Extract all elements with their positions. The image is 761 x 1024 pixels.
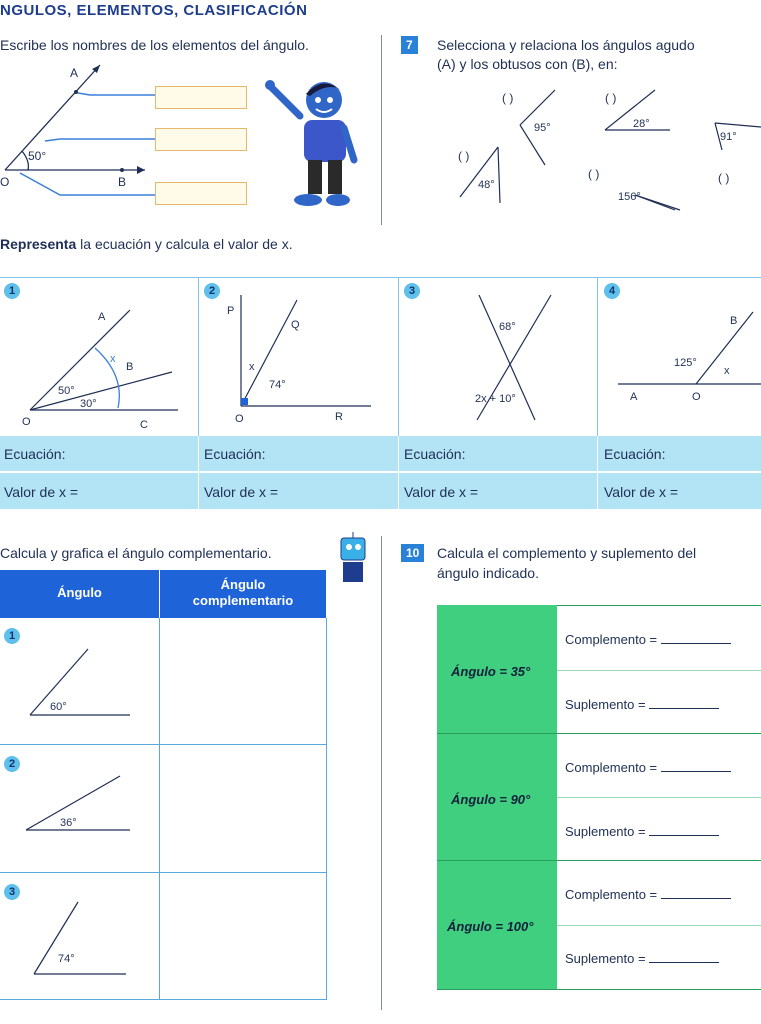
ex10-comp-2 (565, 760, 731, 775)
answer-box-1[interactable] (155, 86, 247, 109)
row-2-number: 2 (4, 756, 20, 772)
ex10-comp-1-blank[interactable] (661, 643, 731, 644)
ex10-row-sep-3 (437, 989, 761, 990)
label-a: A (70, 66, 79, 80)
ex10-sup-2-blank[interactable] (649, 835, 719, 836)
panel-4-number: 4 (604, 283, 620, 299)
table-vline-right (326, 618, 327, 1000)
ex10-inner-sep-3 (557, 925, 761, 926)
ex10-comp-2-label: Complemento = (565, 760, 658, 775)
ex10-instruction-line1: Calcula el complemento y suplemento del (437, 545, 697, 561)
row-3-angle: 74° (58, 953, 75, 965)
ex10-sup-3 (565, 951, 719, 966)
row-1-number: 1 (4, 628, 20, 644)
row-3-number: 3 (4, 884, 20, 900)
p1-label-o: O (22, 416, 31, 428)
elements-instruction: Escribe los nombres de los elementos del ángulo. (0, 37, 309, 53)
column-divider-bottom (381, 536, 382, 1010)
represent-instruction (0, 236, 293, 252)
panel-3-figure (399, 290, 597, 432)
ex7-instruction-line1: Selecciona y relaciona los ángulos agudo (437, 37, 695, 53)
ex10-comp-3 (565, 887, 731, 902)
val-label-3: Valor de x = (404, 484, 479, 500)
row-3-angle-figure (20, 898, 140, 980)
table-vline-mid (159, 618, 160, 1000)
ex7-paren-4: ( ) (588, 167, 600, 181)
table-hline-2 (0, 872, 327, 873)
panel-4-figure (598, 300, 761, 432)
table-header-complementary (160, 570, 326, 618)
panel-1-number: 1 (4, 283, 20, 299)
val-label-1: Valor de x = (4, 484, 79, 500)
represent-rest: la ecuación y calcula el valor de x. (76, 236, 293, 252)
ex7-paren-3: ( ) (458, 149, 470, 163)
answer-box-2[interactable] (155, 128, 247, 151)
ex10-angle-3: Ángulo = 100° (447, 919, 534, 934)
ex10-angle-1: Ángulo = 35° (451, 664, 531, 679)
ex10-sup-2 (565, 824, 719, 839)
p1-label-30: 30° (80, 398, 97, 410)
ex10-sup-2-label: Suplemento = (565, 824, 646, 839)
row-1-angle-figure (20, 645, 140, 725)
table-hline-1 (0, 744, 327, 745)
ex10-angle-2: Ángulo = 90° (451, 792, 531, 807)
ex10-comp-1 (565, 632, 731, 647)
ex7-angle-28: 28° (633, 118, 650, 130)
ex10-row-sep-1 (437, 733, 761, 734)
ex7-angle-48: 48° (478, 179, 495, 191)
ex7-angle-156: 156° (618, 191, 641, 203)
row-2-angle: 36° (60, 817, 77, 829)
eq-label-3: Ecuación: (404, 446, 466, 462)
ex7-paren-1: ( ) (502, 91, 514, 105)
p1-label-a: A (98, 311, 106, 323)
ex10-sup-1 (565, 697, 719, 712)
robot-mascot-icon (333, 532, 373, 590)
p3-label-68: 68° (499, 321, 516, 333)
p2-label-o: O (235, 413, 244, 425)
p2-label-74: 74° (269, 379, 286, 391)
table-hline-3 (0, 999, 327, 1000)
p1-label-b: B (126, 361, 134, 373)
ex10-comp-2-blank[interactable] (661, 771, 731, 772)
ex7-number-badge (401, 36, 418, 54)
ex10-comp-3-label: Complemento = (565, 887, 658, 902)
represent-bold: Representa (0, 236, 77, 252)
ex7-number: 7 (401, 36, 418, 54)
panel-2-figure (199, 290, 397, 432)
p4-label-125: 125° (674, 357, 697, 369)
panel-1-figure (0, 300, 198, 432)
header-comp-label: Ángulo complementario (192, 577, 294, 608)
p1-label-50: 50° (58, 385, 75, 397)
ex10-comp-3-blank[interactable] (661, 898, 731, 899)
panel-3-number: 3 (404, 283, 420, 299)
p4-label-b: B (730, 315, 738, 327)
p4-label-a: A (630, 391, 638, 403)
ex10-top-line (557, 605, 761, 606)
panel-2-number: 2 (204, 283, 220, 299)
angle-50: 50° (28, 149, 47, 163)
ex7-paren-2: ( ) (605, 91, 617, 105)
header-angle-label: Ángulo (57, 585, 102, 600)
p4-label-x: x (724, 365, 730, 377)
ex10-number-badge (401, 544, 424, 562)
val-label-2: Valor de x = (204, 484, 279, 500)
ex7-angle-95: 95° (534, 122, 551, 134)
label-b: B (118, 175, 127, 189)
ex7-paren-5: ( ) (718, 171, 730, 185)
ex10-comp-1-label: Complemento = (565, 632, 658, 647)
p2-label-q: Q (291, 319, 300, 331)
table-header-angle (0, 570, 159, 618)
cartoon-boy-illustration (262, 78, 367, 210)
ex7-angle-91: 91° (720, 131, 737, 143)
p3-label-2x10: 2x + 10° (475, 393, 516, 405)
ex10-sup-1-label: Suplemento = (565, 697, 646, 712)
ex10-inner-sep-1 (557, 670, 761, 671)
ex10-row-sep-2 (437, 860, 761, 861)
p1-label-x: x (110, 353, 116, 365)
ex10-sup-1-blank[interactable] (649, 708, 719, 709)
row-1-angle: 60° (50, 701, 67, 713)
ex10-sup-3-blank[interactable] (649, 962, 719, 963)
eq-sep-3 (597, 436, 598, 509)
complementary-instruction: Calcula y grafica el ángulo complementario. (0, 545, 272, 561)
p1-label-c: C (140, 419, 148, 431)
page-title: NGULOS, ELEMENTOS, CLASIFICACIÓN (0, 2, 308, 19)
p2-label-p: P (227, 305, 235, 317)
p2-label-x: x (249, 361, 255, 373)
answer-box-3[interactable] (155, 182, 247, 205)
eq-sep-2 (398, 436, 399, 509)
val-label-4: Valor de x = (604, 484, 679, 500)
column-divider-top (381, 35, 382, 225)
row-2-angle-figure (20, 772, 140, 842)
ex10-sup-3-label: Suplemento = (565, 951, 646, 966)
eq-label-1: Ecuación: (4, 446, 66, 462)
eq-sep-1 (198, 436, 199, 509)
ex10-instruction-line2: ángulo indicado. (437, 565, 539, 581)
eq-label-4: Ecuación: (604, 446, 666, 462)
p4-label-o: O (692, 391, 701, 403)
p2-label-r: R (335, 411, 343, 423)
eq-label-2: Ecuación: (204, 446, 266, 462)
ex10-inner-sep-2 (557, 797, 761, 798)
ex10-number: 10 (401, 544, 424, 562)
ex7-angles-figure (450, 85, 761, 220)
ex7-instruction-line2: (A) y los obtusos con (B), en: (437, 56, 618, 72)
label-o: O (0, 175, 10, 189)
